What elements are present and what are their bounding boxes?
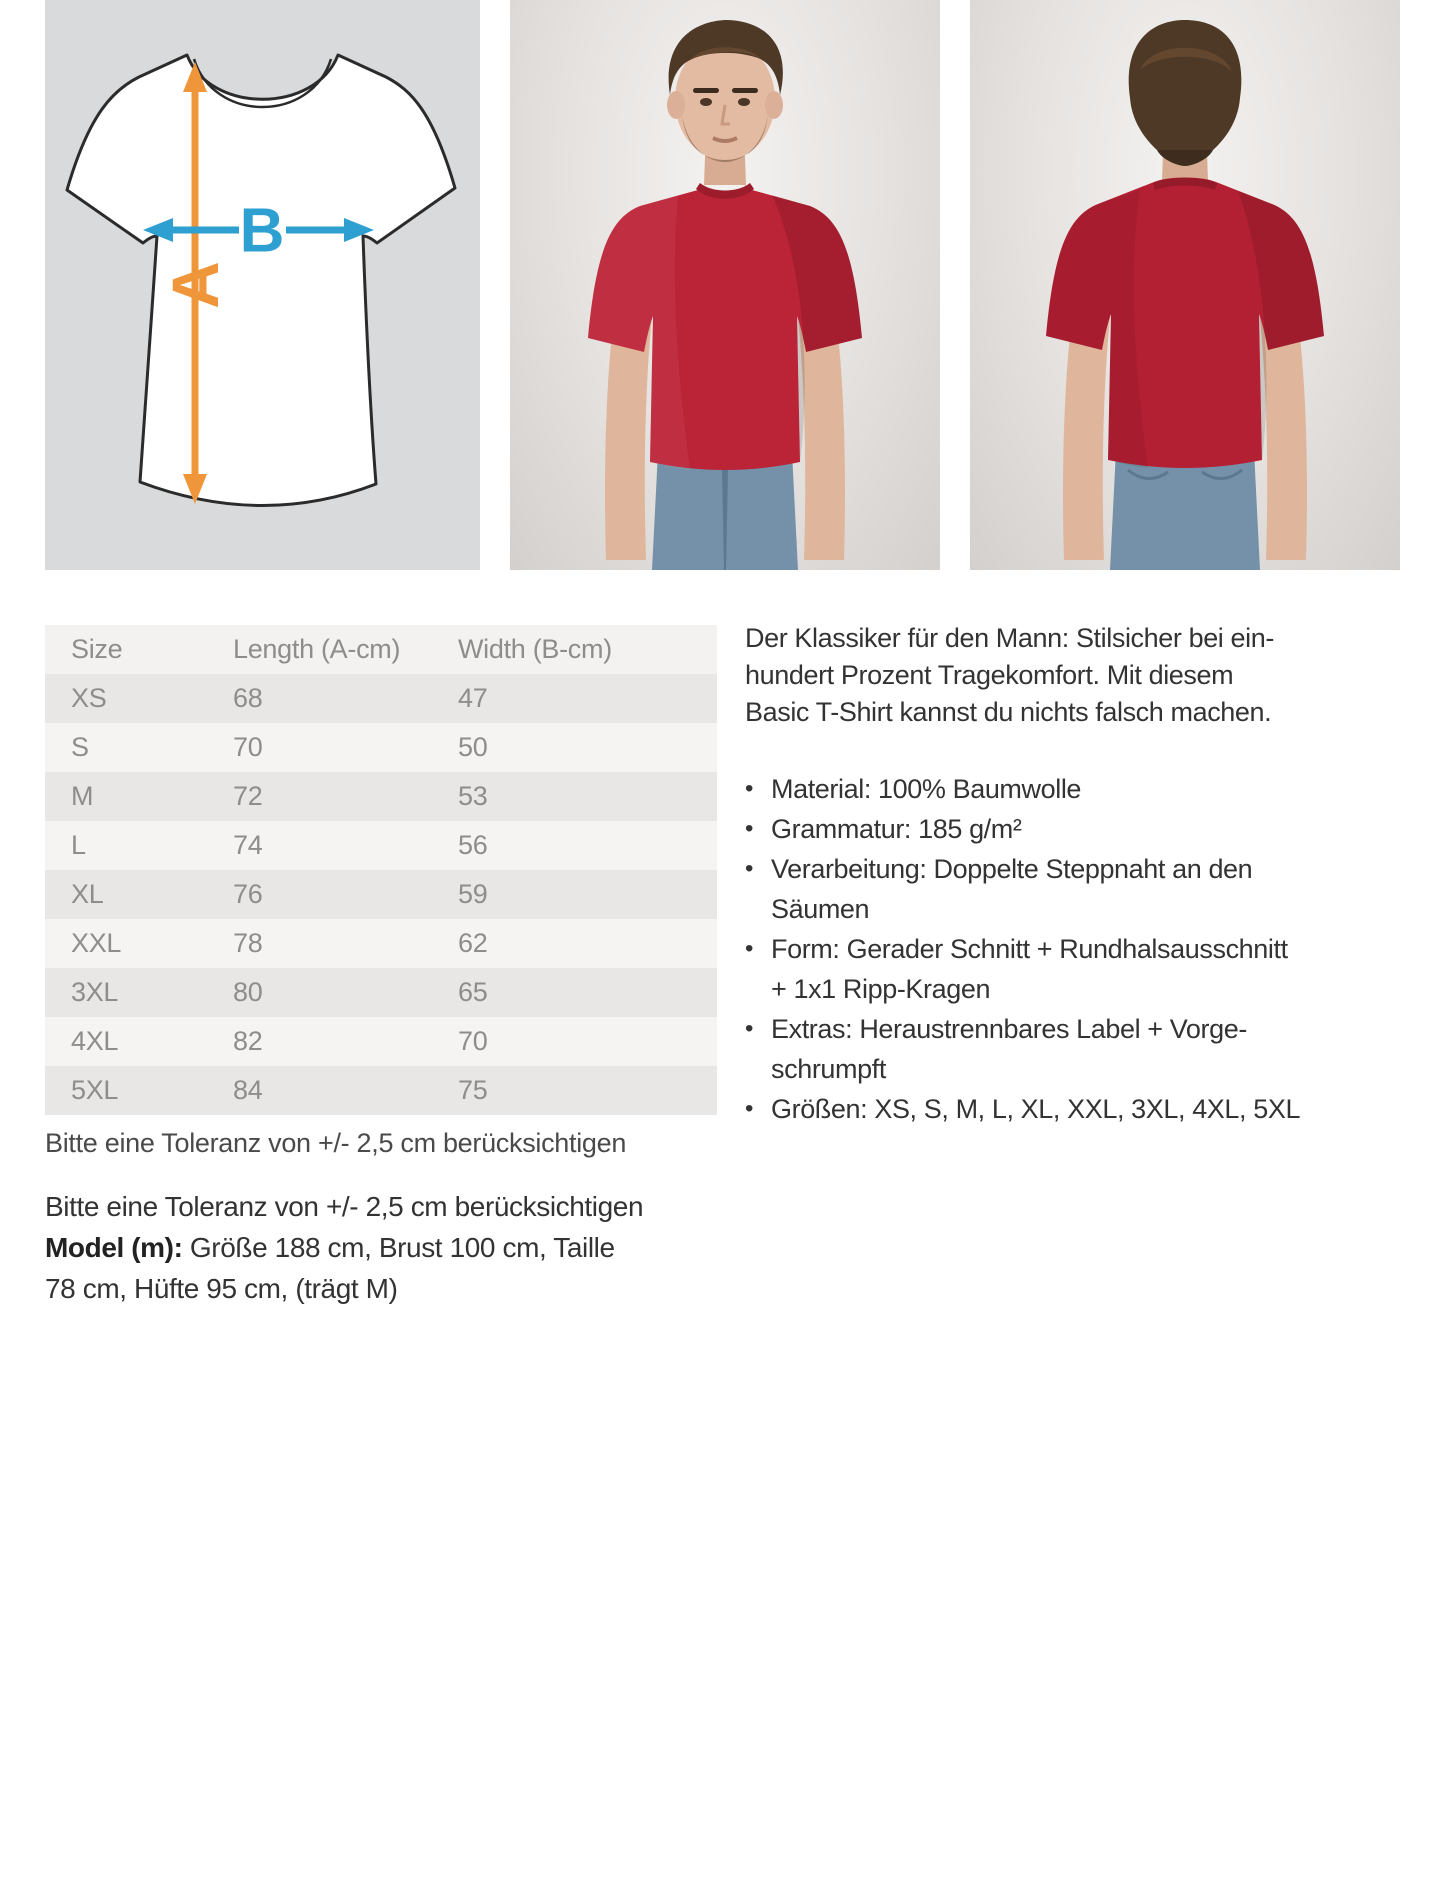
description-intro: Der Klassiker für den Mann: Stilsicher bei ein- hundert Prozent Tragekomfort. Mit diesem Basic T-Shirt kannst du nichts falsch machen. xyxy=(745,623,1274,727)
table-row: XXL 78 62 xyxy=(45,919,717,968)
table-row: 4XL 82 70 xyxy=(45,1017,717,1066)
table-row: 3XL 80 65 xyxy=(45,968,717,1017)
list-item: • Grammatur: 185 g/m² xyxy=(745,809,1310,849)
bullet-icon: • xyxy=(745,775,754,802)
bullet-icon: • xyxy=(745,935,754,962)
tshirt-measurement-diagram xyxy=(45,0,480,570)
list-item: • Verarbeitung: Doppelte Steppnaht an den xyxy=(745,849,1310,889)
col-header-length: Length (A-cm) xyxy=(233,634,401,664)
list-item: • Material: 100% Baumwolle xyxy=(745,769,1310,809)
bullet-icon: • xyxy=(745,1015,754,1042)
measurement-notes xyxy=(45,1186,685,1309)
table-row: XL 76 59 xyxy=(45,870,717,919)
model-front-photo xyxy=(510,0,940,570)
table-row: 5XL 84 75 xyxy=(45,1066,717,1115)
model-front-illustration xyxy=(510,0,940,570)
bullet-icon: • xyxy=(745,1095,754,1122)
col-header-width: Width (B-cm) xyxy=(458,634,612,664)
size-table-header xyxy=(45,625,717,674)
size-table xyxy=(45,625,717,1115)
list-item: • Extras: Heraustrennbares Label + Vorge- xyxy=(745,1009,1310,1049)
tshirt-outline xyxy=(67,55,455,506)
list-item-continuation: + 1x1 Ripp-Kragen xyxy=(771,974,991,1004)
label-a: A xyxy=(158,261,232,309)
model-label: Model (m): xyxy=(45,1232,183,1263)
feature-list xyxy=(745,769,1310,1129)
bullet-icon: • xyxy=(745,815,754,842)
size-diagram-image xyxy=(45,0,480,570)
model-back-illustration xyxy=(970,0,1400,570)
list-item: • Form: Gerader Schnitt + Rundhalsausschnitt xyxy=(745,929,1310,969)
label-b: B xyxy=(239,196,285,266)
list-item-continuation: Säumen xyxy=(771,894,870,924)
list-item-continuation: schrumpft xyxy=(771,1054,886,1084)
list-item: • Größen: XS, S, M, L, XL, XXL, 3XL, 4XL, 5XL xyxy=(745,1089,1310,1129)
table-row: S 70 50 xyxy=(45,723,717,772)
table-row: M 72 53 xyxy=(45,772,717,821)
tolerance-note: Bitte eine Toleranz von +/- 2,5 cm berücksichtigen xyxy=(45,1191,644,1222)
model-measurements-line2: 78 cm, Hüfte 95 cm, (trägt M) xyxy=(45,1273,398,1304)
table-row: L 74 56 xyxy=(45,821,717,870)
clipped-text-artifact: Bitte eine Toleranz von +/- 2,5 cm berücksichtigen xyxy=(45,1128,627,1158)
model-back-photo xyxy=(970,0,1400,570)
col-header-size: Size xyxy=(71,634,123,664)
bullet-icon: • xyxy=(745,855,754,882)
product-description xyxy=(745,620,1310,1129)
table-row: XS 68 47 xyxy=(45,674,717,723)
model-measurements-line1: Model (m): Größe 188 cm, Brust 100 cm, Taille xyxy=(45,1232,615,1263)
